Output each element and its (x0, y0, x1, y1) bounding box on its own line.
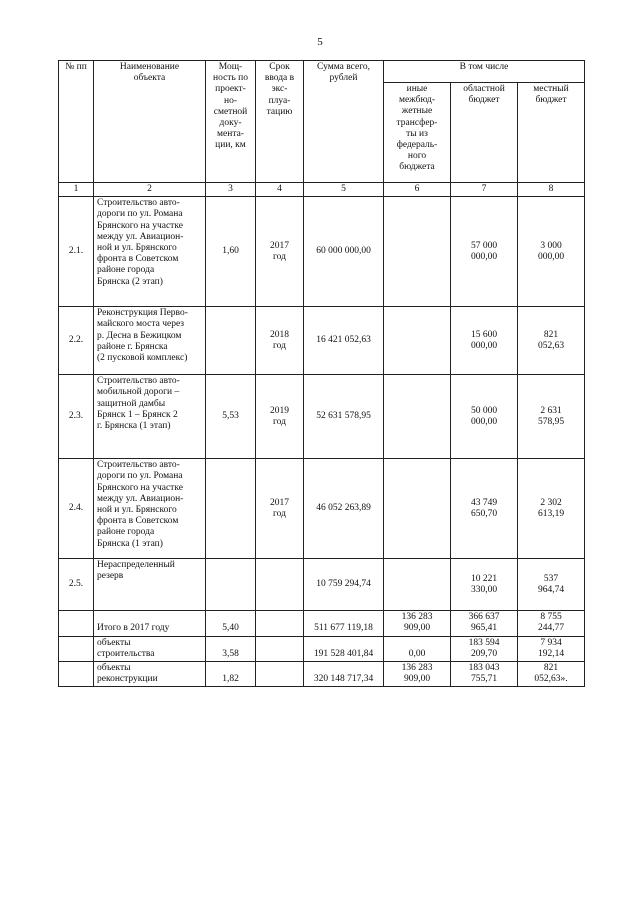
column-number: 8 (518, 183, 585, 197)
header-name: Наименование объекта (94, 61, 206, 183)
row-number: 2.4. (59, 459, 94, 559)
totals-federal: 136 283 909,00 (384, 611, 451, 636)
row-number: 2.2. (59, 307, 94, 375)
header-capacity: Мощ- ность по проект- но- сметной доку- мента- ции, км (206, 61, 256, 183)
totals-regional: 183 594 209,70 (451, 636, 518, 661)
page-number: 5 (317, 36, 323, 48)
totals-empty-cell (59, 662, 94, 687)
regional-value: 57 000 000,00 (451, 197, 518, 307)
object-name: Строительство авто- дороги по ул. Романа Брянского на участке между ул. Авиацион- ной и ул. Брянского фронта в Советском районе города Брянска (1 этап) (94, 459, 206, 559)
header-row (59, 61, 585, 83)
object-name: Строительство авто- мобильной дороги – защитной дамбы Брянск 1 – Брянск 2 г. Брянска (1 этап) (94, 375, 206, 459)
totals-total: 511 677 119,18 (304, 611, 384, 636)
totals-label: объекты реконструкции (94, 662, 206, 687)
capacity-value (206, 307, 256, 375)
federal-value (384, 375, 451, 459)
capacity-value: 1,60 (206, 197, 256, 307)
totals-empty-cell (256, 636, 304, 661)
totals-capacity: 5,40 (206, 611, 256, 636)
deadline-value (256, 559, 304, 611)
totals-empty-cell (256, 662, 304, 687)
column-number: 1 (59, 183, 94, 197)
totals-empty-cell (256, 611, 304, 636)
total-value: 46 052 263,89 (304, 459, 384, 559)
totals-empty-cell (59, 611, 94, 636)
regional-value: 10 221 330,00 (451, 559, 518, 611)
totals-federal: 136 283 909,00 (384, 662, 451, 687)
capacity-value: 5,53 (206, 375, 256, 459)
totals-local: 7 934 192,14 (518, 636, 585, 661)
federal-value (384, 559, 451, 611)
total-value: 52 631 578,95 (304, 375, 384, 459)
header-deadline: Срок ввода в экс- плуа- тацию (256, 61, 304, 183)
column-numbers-row (59, 183, 585, 197)
capacity-value (206, 559, 256, 611)
object-name: Строительство авто- дороги по ул. Романа Брянского на участке между ул. Авиацион- ной и ул. Брянского фронта в Советском районе города Брянска (2 этап) (94, 197, 206, 307)
row-number: 2.1. (59, 197, 94, 307)
totals-local: 821 052,63». (518, 662, 585, 687)
totals-capacity: 1,82 (206, 662, 256, 687)
local-value: 2 302 613,19 (518, 459, 585, 559)
total-value: 10 759 294,74 (304, 559, 384, 611)
header-no: № пп (59, 61, 94, 183)
table-row (59, 197, 585, 307)
deadline-value: 2017 год (256, 459, 304, 559)
column-number: 5 (304, 183, 384, 197)
object-name: Нераспределенный резерв (94, 559, 206, 611)
total-value: 60 000 000,00 (304, 197, 384, 307)
row-number: 2.3. (59, 375, 94, 459)
totals-row (59, 636, 585, 661)
regional-value: 50 000 000,00 (451, 375, 518, 459)
local-value: 2 631 578,95 (518, 375, 585, 459)
totals-capacity: 3,58 (206, 636, 256, 661)
column-number: 2 (94, 183, 206, 197)
deadline-value: 2019 год (256, 375, 304, 459)
totals-total: 191 528 401,84 (304, 636, 384, 661)
header-including: В том числе (384, 61, 585, 83)
column-number: 3 (206, 183, 256, 197)
local-value: 537 964,74 (518, 559, 585, 611)
totals-row (59, 662, 585, 687)
capacity-value (206, 459, 256, 559)
table-row (59, 459, 585, 559)
header-federal: иные межбюд- жетные трансфер- ты из федераль- ного бюджета (384, 83, 451, 183)
object-name: Реконструкция Перво- майского моста через р. Десна в Бежицком районе г. Брянска (2 пусковой комплекс) (94, 307, 206, 375)
totals-regional: 183 043 755,71 (451, 662, 518, 687)
federal-value (384, 459, 451, 559)
totals-label: Итого в 2017 году (94, 611, 206, 636)
column-number: 6 (384, 183, 451, 197)
table-row (59, 375, 585, 459)
table-row (59, 559, 585, 611)
header-regional: областной бюджет (451, 83, 518, 183)
federal-value (384, 197, 451, 307)
totals-empty-cell (59, 636, 94, 661)
column-number: 4 (256, 183, 304, 197)
row-number: 2.5. (59, 559, 94, 611)
deadline-value: 2017 год (256, 197, 304, 307)
totals-total: 320 148 717,34 (304, 662, 384, 687)
local-value: 821 052,63 (518, 307, 585, 375)
totals-local: 8 755 244,77 (518, 611, 585, 636)
local-value: 3 000 000,00 (518, 197, 585, 307)
regional-value: 43 749 650,70 (451, 459, 518, 559)
totals-label: объекты строительства (94, 636, 206, 661)
budget-table (58, 60, 585, 687)
column-number: 7 (451, 183, 518, 197)
totals-federal: 0,00 (384, 636, 451, 661)
total-value: 16 421 052,63 (304, 307, 384, 375)
totals-regional: 366 637 965,41 (451, 611, 518, 636)
federal-value (384, 307, 451, 375)
header-total: Сумма всего, рублей (304, 61, 384, 183)
deadline-value: 2018 год (256, 307, 304, 375)
regional-value: 15 600 000,00 (451, 307, 518, 375)
table-row (59, 307, 585, 375)
header-local: местный бюджет (518, 83, 585, 183)
totals-row (59, 611, 585, 636)
